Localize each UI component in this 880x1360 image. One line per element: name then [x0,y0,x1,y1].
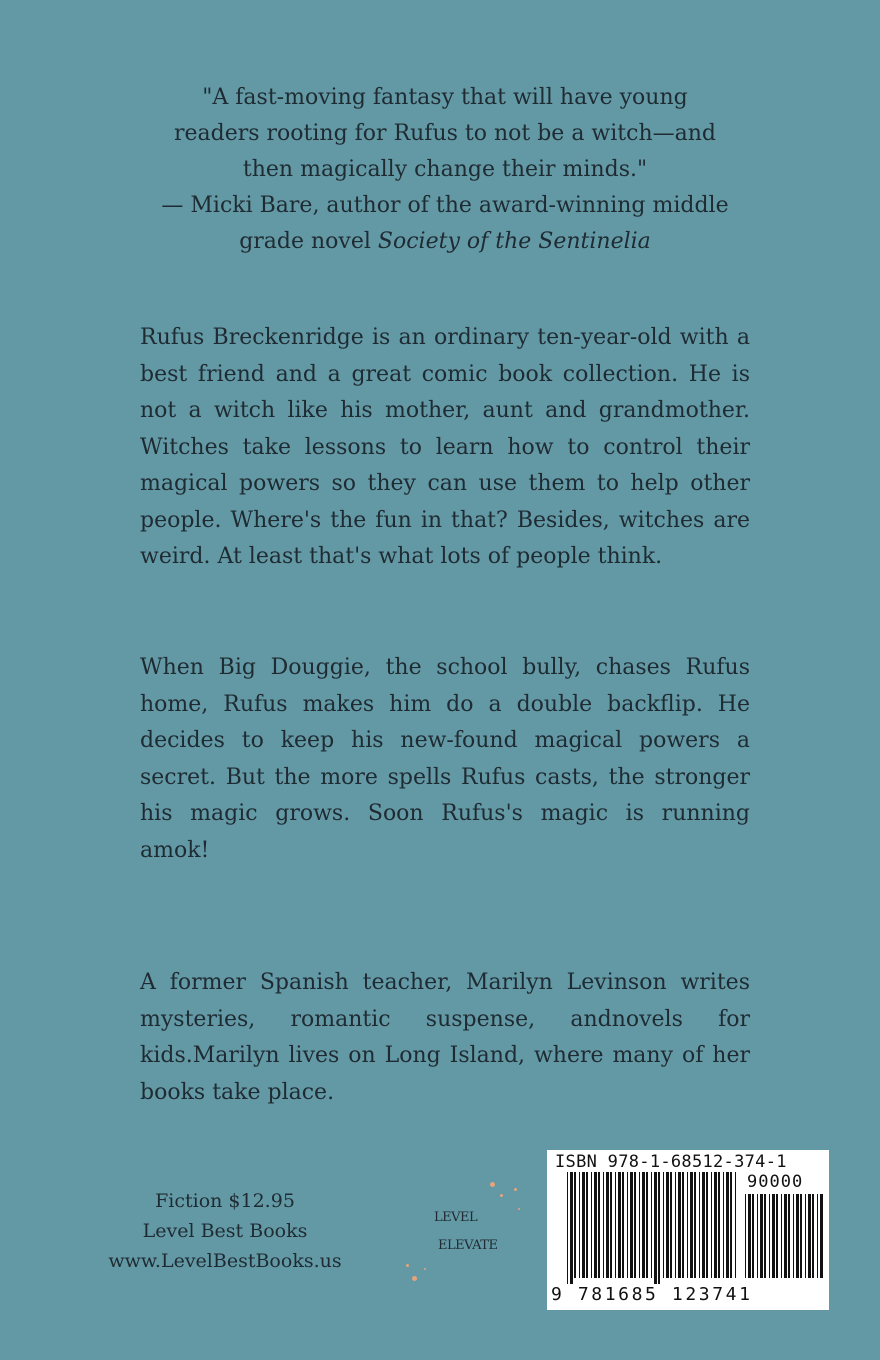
barcode-bar [654,1172,657,1284]
barcode-bar [678,1172,681,1278]
barcode-bar [615,1172,616,1278]
barcode-bar [748,1194,751,1278]
barcode-bars-addon [745,1194,823,1284]
isbn-barcode [547,1150,829,1310]
barcode-bar [800,1194,802,1278]
publisher-info [100,1186,350,1276]
barcode-bar [772,1194,775,1278]
quote-attribution-end [140,224,750,260]
sparkle-icon [514,1188,517,1191]
cited-book-title: Society of the Sentinelia [377,229,651,254]
barcode-bar [764,1194,766,1278]
sparkle-icon [490,1182,495,1187]
barcode-bar [642,1172,645,1278]
quote-line: readers rooting for Rufus to not be a witch—and [173,121,716,146]
barcode-bar [706,1172,708,1278]
barcode-bar [598,1172,600,1278]
barcode-bar [805,1194,806,1278]
barcode-bar [663,1172,664,1278]
barcode-bar [699,1172,700,1278]
barcode-bar [682,1172,684,1278]
barcode-bar [690,1172,693,1278]
publisher-website: www.LevelBestBooks.us [108,1250,342,1272]
barcode-bar [711,1172,712,1278]
barcode-bar [603,1172,604,1278]
barcode-bar [817,1194,818,1278]
logo-line-2: ELEVATE [438,1238,498,1253]
barcode-bar [702,1172,705,1278]
barcode-bar [675,1172,676,1278]
barcode-bar [591,1172,592,1278]
barcode-bar [610,1172,612,1278]
publisher-name: Level Best Books [142,1220,308,1242]
barcode-bar [579,1172,580,1278]
quote-line: "A fast-moving fantasy that will have young [202,85,688,110]
description-paragraph-1: Rufus Breckenridge is an ordinary ten-year-old with a best friend and a great comic book collection. He is not a witch like his mother, aunt and grandmother. Witches take lessons to learn how to control their magical powers so they can use them to help other people. Where's the fun in that? Besides, witches are weird. At least that's what lots of people think. [140,325,750,569]
barcode-bar [567,1172,568,1284]
barcode-bar [730,1172,732,1278]
barcode-bar [651,1172,652,1278]
barcode-bar [627,1172,628,1278]
level-elevate-logo [402,1168,530,1292]
barcode-bar [776,1194,778,1278]
barcode-bar [622,1172,624,1278]
barcode-bar [760,1194,763,1278]
barcode-bar [570,1172,573,1284]
quote-attribution-prefix: grade novel [239,229,378,254]
barcode-bar [718,1172,720,1278]
barcode-bar [788,1194,790,1278]
category-price: Fiction $12.95 [155,1190,295,1212]
barcode-bar [714,1172,717,1278]
endorsement-quote [140,80,750,260]
description-paragraph-2: When Big Douggie, the school bully, chases Rufus home, Rufus makes him do a double backflip. He decides to keep his new-found magical powers a secret. But the more spells Rufus casts, the stronger his magic grows. Soon Rufus's magic is running amok! [140,655,750,863]
barcode-bar [658,1172,660,1284]
barcode-bar [586,1172,588,1278]
isbn-number: ISBN 978-1-68512-374-1 [555,1152,787,1172]
barcode-bar [808,1194,811,1278]
author-bio: A former Spanish teacher, Marilyn Levinson writes mysteries, romantic suspense, andnovels for kids.Marilyn lives on Long Island, where many of her books take place. [140,970,750,1105]
barcode-bar [670,1172,672,1278]
barcode-bar [630,1172,633,1278]
barcode-bar [752,1194,754,1278]
quote-line: then magically change their minds." [242,157,648,182]
barcode-bar [723,1172,724,1278]
barcode-bar [757,1194,758,1278]
barcode-bar [582,1172,585,1278]
barcode-bar [634,1172,636,1278]
barcode-bar [618,1172,621,1278]
logo-line-1: LEVEL [434,1210,478,1225]
quote-attribution: — Micki Bare, author of the award-winning middle [161,193,729,218]
barcode-bar [687,1172,688,1278]
barcode-bar [769,1194,770,1278]
barcode-bar [781,1194,782,1278]
barcode-bar [735,1172,736,1278]
barcode-digits: 9 781685 123741 [551,1284,753,1305]
sparkle-icon [518,1208,520,1210]
sparkle-icon [500,1194,503,1197]
barcode-bar [820,1194,823,1278]
barcode-bar [574,1172,576,1278]
price-code: 90000 [747,1172,804,1192]
barcode-bar [666,1172,669,1278]
barcode-bar [784,1194,787,1278]
barcode-bar [646,1172,648,1278]
barcode-bar [812,1194,814,1278]
barcode-bars-main [567,1172,739,1284]
barcode-bar [606,1172,609,1278]
barcode-bar [745,1194,746,1278]
sparkle-icon [406,1264,409,1267]
barcode-bar [793,1194,794,1278]
barcode-bar [594,1172,597,1278]
sparkle-icon [412,1276,417,1281]
barcode-bar [796,1194,799,1278]
barcode-bar [694,1172,696,1278]
sparkle-icon [424,1268,426,1270]
barcode-bar [639,1172,640,1278]
barcode-bar [726,1172,729,1278]
